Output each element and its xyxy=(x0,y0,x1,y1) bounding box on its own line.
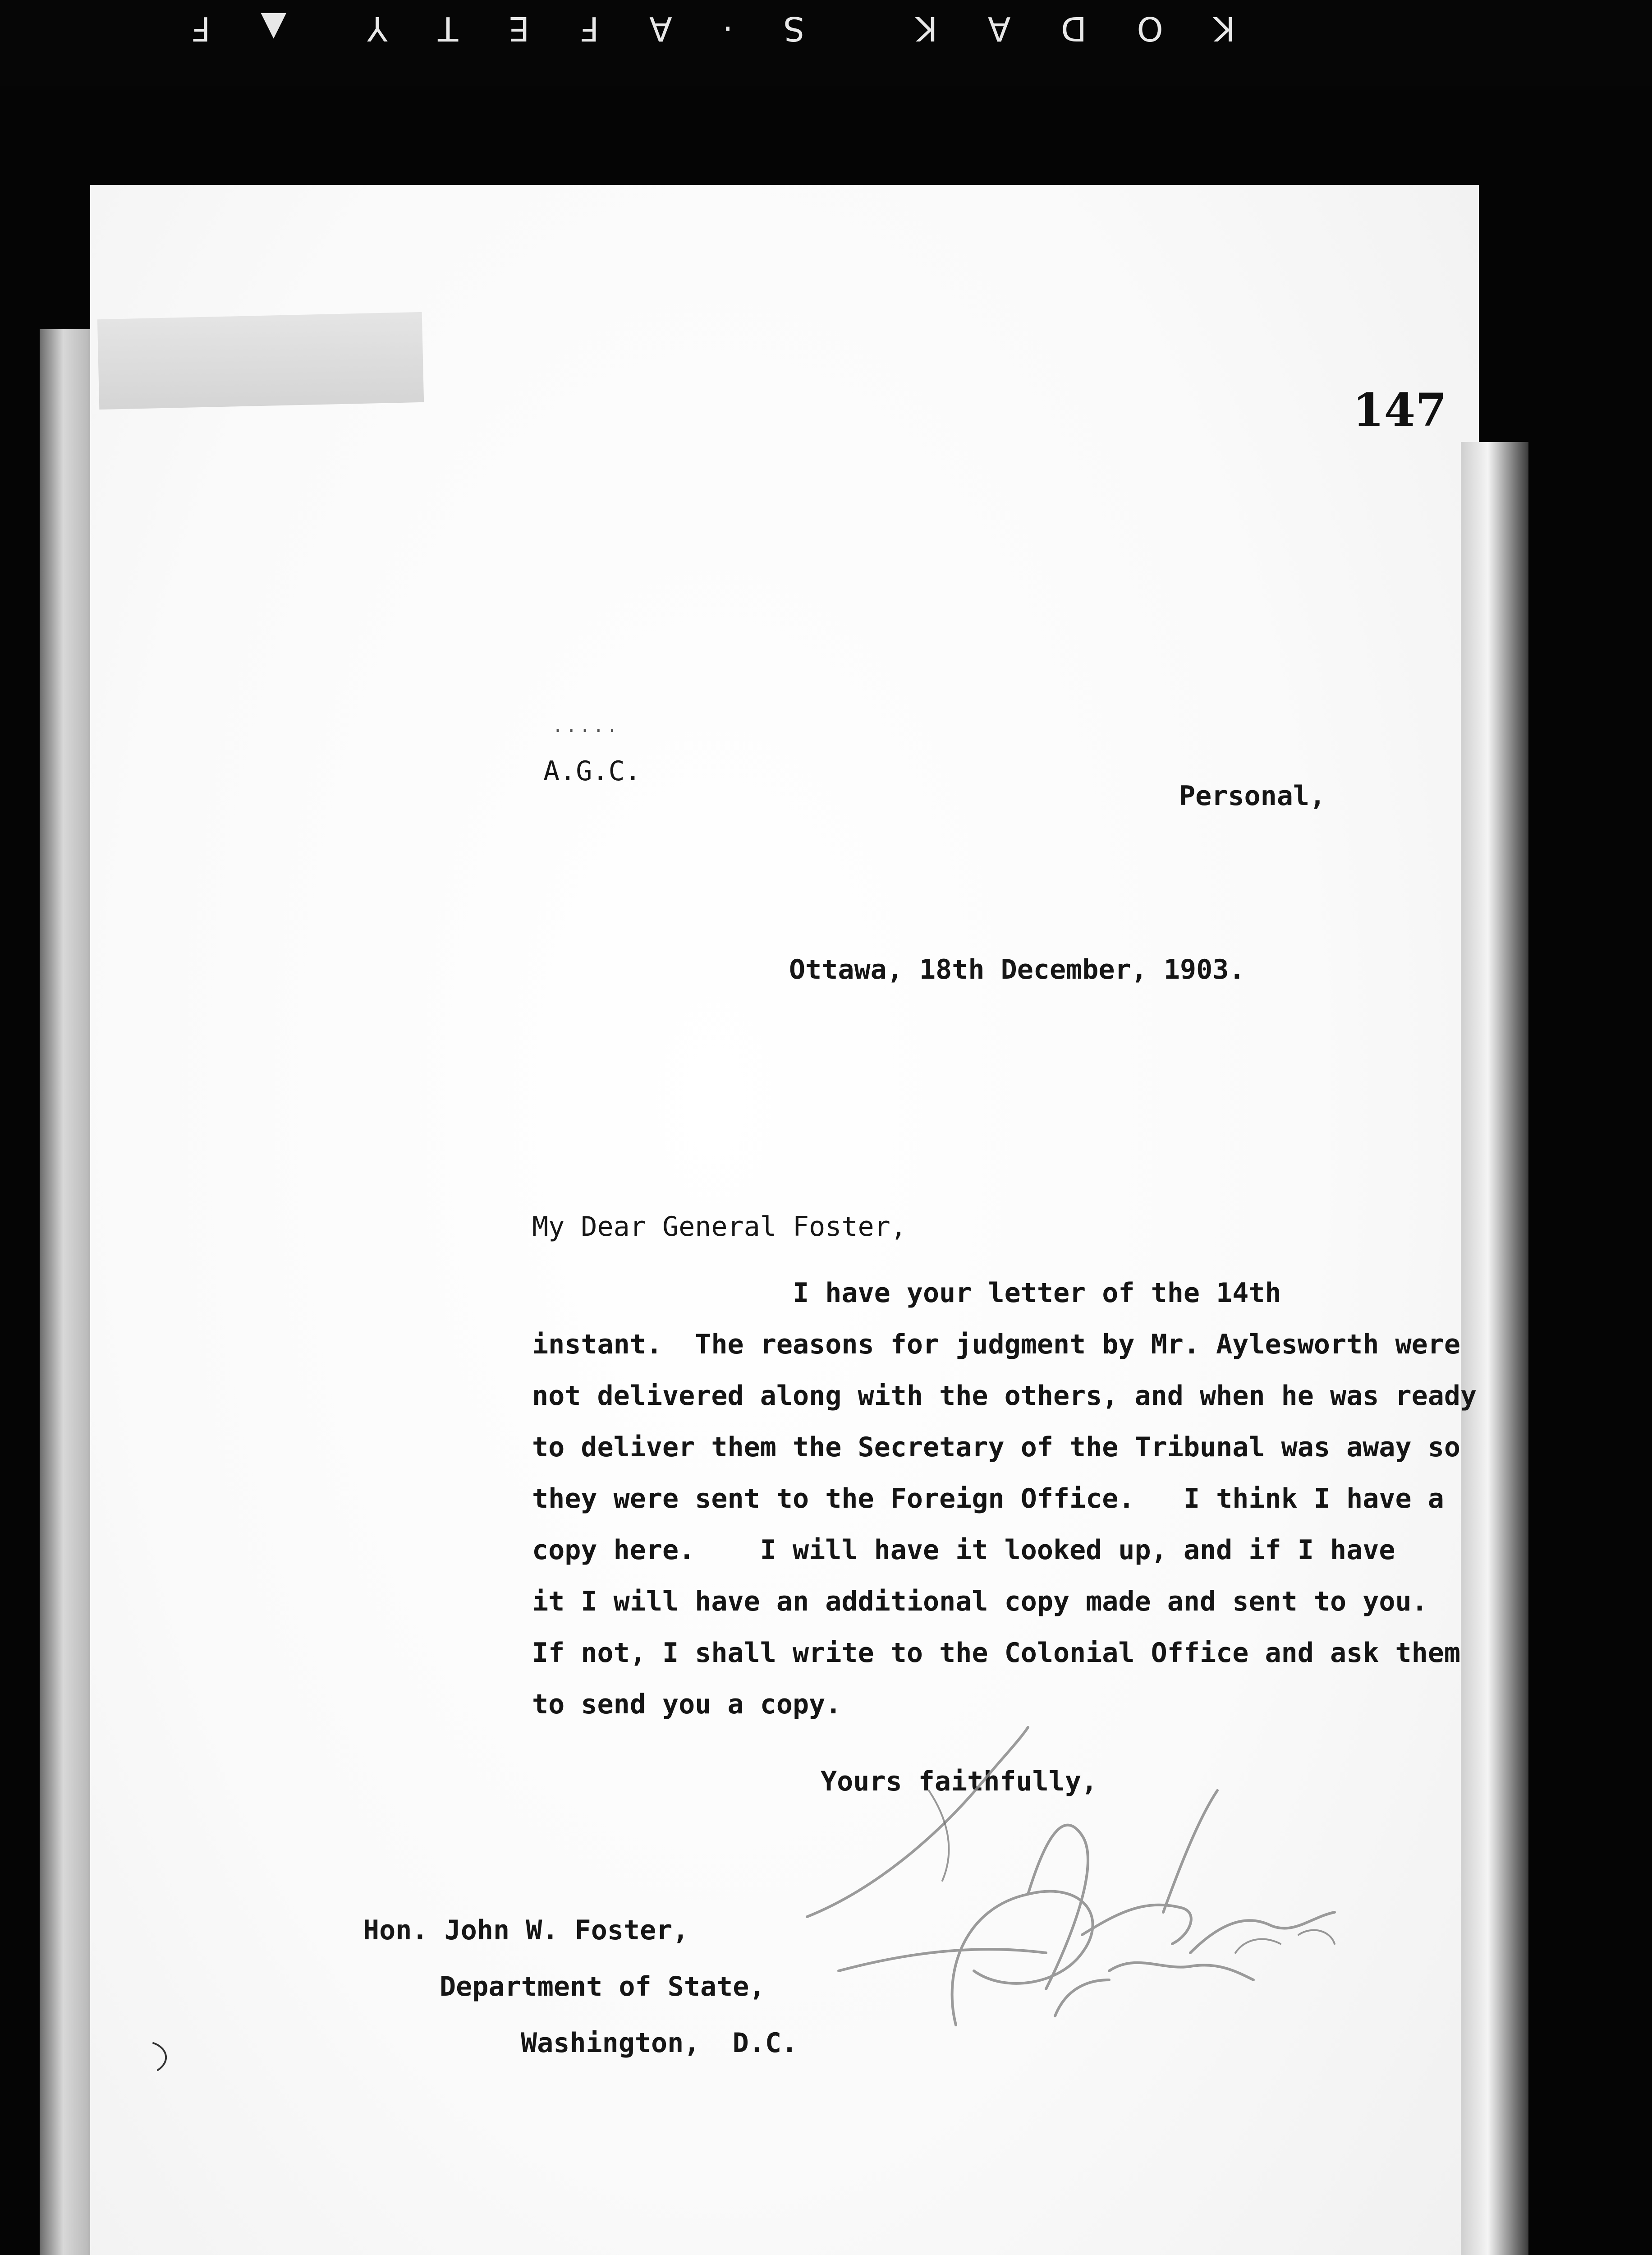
margin-mark xyxy=(149,2039,176,2075)
body-line: it I will have an additional copy made and sent to you. xyxy=(532,1586,1428,1617)
body-line: If not, I shall write to the Colonial Office and ask them xyxy=(532,1637,1461,1669)
body-line: they were sent to the Foreign Office. I think I have a xyxy=(532,1483,1444,1514)
reference-initials: A.G.C. xyxy=(543,755,641,787)
addressee-city: Washington, D.C. xyxy=(521,2027,798,2059)
addressee-name: Hon. John W. Foster, xyxy=(363,1914,689,1946)
body-line: not delivered along with the others, and when he was ready xyxy=(532,1380,1477,1412)
body-line: instant. The reasons for judgment by Mr. Aylesworth were xyxy=(532,1329,1461,1360)
addressee-department: Department of State, xyxy=(440,1971,766,2002)
body-line: to deliver them the Secretary of the Tribunal was away so xyxy=(532,1431,1461,1463)
folio-number: 147 xyxy=(1353,383,1447,437)
film-edge-header xyxy=(0,0,1652,86)
letter-body xyxy=(532,1267,1479,1730)
closing: Yours faithfully, xyxy=(821,1766,1098,1797)
classification-label: Personal, xyxy=(1179,780,1326,812)
tissue-overlay xyxy=(97,312,424,410)
film-edge-text: K O D A K S · A F E T Y ▲ F xyxy=(171,9,1235,48)
body-line: to send you a copy. xyxy=(532,1689,842,1720)
dateline: Ottawa, 18th December, 1903. xyxy=(789,954,1245,985)
salutation: My Dear General Foster, xyxy=(532,1211,907,1243)
body-line: I have your letter of the 14th xyxy=(532,1277,1281,1309)
handwritten-signature xyxy=(794,1700,1389,2106)
reference-dots: ..... xyxy=(552,716,620,736)
body-line: copy here. I will have it looked up, and if I have xyxy=(532,1534,1395,1566)
